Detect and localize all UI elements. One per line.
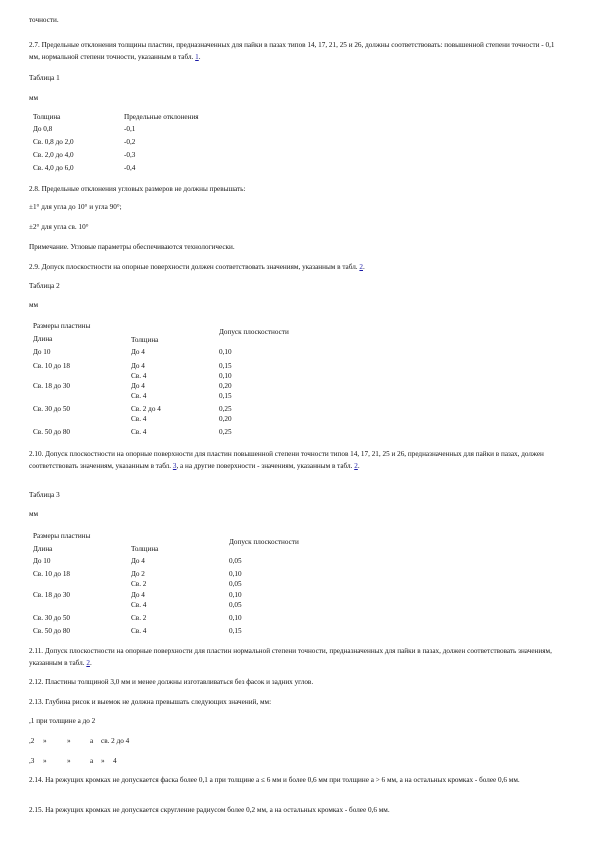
table-2-link[interactable]: 2 xyxy=(359,263,363,271)
table2-cell-length: Св. 18 до 30 xyxy=(33,382,71,390)
clause-2-8-item-2: ±2° для угла св. 10° xyxy=(29,223,89,231)
item-2-ditto-2: » xyxy=(67,737,71,745)
clause-2-15: 2.15. На режущих кромках не допускается скругление радиусом более 0,2 мм, а на остальных кромках - более 0,6 мм. xyxy=(29,806,390,814)
clause-2-7-end: . xyxy=(198,52,201,61)
table-2-header-thickness: Толщина xyxy=(131,336,159,344)
table-3-caption: Таблица 3 xyxy=(29,491,60,499)
table2-cell-thickness: До 4 xyxy=(131,348,145,356)
table-2-header-tolerance: Допуск плоскостности xyxy=(219,328,289,336)
table-2-header-sizes: Размеры пластины xyxy=(33,322,91,330)
table-1-caption: Таблица 1 xyxy=(29,74,60,82)
item-3-ditto-3: » xyxy=(101,757,105,765)
table-1-header-deviation: Предельные отклонения xyxy=(124,113,199,121)
table2-cell-thickness: Св. 4 xyxy=(131,371,147,380)
item-2-value: ,2 xyxy=(29,737,35,745)
clause-2-12: 2.12. Пластины толщиной 3,0 мм и менее должны изготавливаться без фасок и задних углов. xyxy=(29,678,314,686)
table-1-link[interactable]: 1 xyxy=(195,52,199,61)
table3-cell-thickness: До 4 xyxy=(131,591,145,599)
clause-2-9-text: 2.9. Допуск плоскостности на опорные поверхности должен соответствовать значениям, указанным в табл. xyxy=(29,263,360,271)
table2-cell-tolerance: 0,25 xyxy=(219,405,232,413)
table-1-cell-deviation: -0,4 xyxy=(124,164,136,172)
top-fragment: точности. xyxy=(29,16,59,24)
table3-cell-length: Св. 10 до 18 xyxy=(33,570,71,578)
clause-2-10-mid: , а на другие поверхности - значениям, указанным в табл. xyxy=(176,461,355,470)
table-2-header-length: Длина xyxy=(33,335,53,343)
table-3-unit: мм xyxy=(29,510,39,518)
table3-cell-tolerance: 0,10 xyxy=(229,591,242,599)
table-1-cell-thickness: Св. 0,8 до 2,0 xyxy=(33,138,74,146)
table3-cell-thickness: До 4 xyxy=(131,557,145,565)
table-1-cell-thickness: Св. 2,0 до 4,0 xyxy=(33,151,74,159)
item-2-ditto-1: » xyxy=(43,737,47,745)
item-3-ditto-1: » xyxy=(43,757,47,765)
table-2-link-c[interactable]: 2 xyxy=(86,658,90,667)
table2-cell-tolerance: 0,20 xyxy=(219,414,232,423)
table-1-cell-thickness: До 0,8 xyxy=(33,125,53,133)
clause-2-11-end: . xyxy=(89,658,92,667)
clause-2-7-text: 2.7. Предельные отклонения толщины пластин, предназначенных для пайки в пазах типов 14, 17, 21, 25 и 26, должны соответствовать: повышенной степени точности - 0,1 мм, нормальной степени точности, указанным в табл. xyxy=(29,41,555,61)
table-2-caption: Таблица 2 xyxy=(29,282,60,290)
table2-cell-thickness: Св. 4 xyxy=(131,428,147,436)
table-1-cell-deviation: -0,3 xyxy=(124,151,136,159)
table3-cell-thickness: Св. 2 xyxy=(131,579,147,588)
table3-cell-length: Св. 30 до 50 xyxy=(33,614,71,622)
table3-cell-tolerance: 0,05 xyxy=(229,579,242,588)
table2-cell-tolerance: 0,10 xyxy=(219,348,232,356)
table-1-header-thickness: Толщина xyxy=(33,113,61,121)
table2-cell-tolerance: 0,15 xyxy=(219,362,232,370)
table-3-header-sizes: Размеры пластины xyxy=(33,532,91,540)
table2-cell-thickness: До 4 xyxy=(131,382,145,390)
table-2-unit: мм xyxy=(29,301,39,309)
table3-cell-thickness: До 2 xyxy=(131,570,145,578)
item-2-range: св. 2 до 4 xyxy=(101,737,130,745)
table3-cell-length: Св. 18 до 30 xyxy=(33,591,71,599)
table3-cell-tolerance: 0,10 xyxy=(229,614,242,622)
item-3-value: ,3 xyxy=(29,757,35,765)
table2-cell-length: Св. 50 до 80 xyxy=(33,428,71,436)
clause-2-13: 2.13. Глубина рисок и выемок не должна превышать следующих значений, мм: xyxy=(29,698,272,706)
table3-cell-thickness: Св. 2 xyxy=(131,614,147,622)
clause-2-9 xyxy=(29,263,365,272)
table-2-link-b[interactable]: 2 xyxy=(354,461,358,470)
table2-cell-thickness: До 4 xyxy=(131,362,145,370)
table2-cell-tolerance: 0,20 xyxy=(219,382,232,390)
table2-cell-tolerance: 0,10 xyxy=(219,371,232,380)
table3-cell-tolerance: 0,05 xyxy=(229,600,242,609)
clause-2-10 xyxy=(29,449,564,472)
table2-cell-tolerance: 0,25 xyxy=(219,428,232,436)
table3-cell-length: Св. 50 до 80 xyxy=(33,627,71,635)
table2-cell-thickness: Св. 4 xyxy=(131,414,147,423)
table-3-header-tolerance: Допуск плоскостности xyxy=(229,538,299,546)
clause-2-10-end: . xyxy=(357,461,360,470)
table2-cell-tolerance: 0,15 xyxy=(219,391,232,400)
clause-2-7 xyxy=(29,40,564,63)
clause-2-8: 2.8. Предельные отклонения угловых размеров не должны превышать: xyxy=(29,185,246,193)
note: Примечание. Угловые параметры обеспечиваются технологически. xyxy=(29,243,235,251)
clause-2-13-item-1: ,1 при толщине а до 2 xyxy=(29,717,96,725)
clause-2-14: 2.14. На режущих кромках не допускается фаска более 0,1 а при толщине а ≤ 6 мм и более 0,6 мм при толщине а > 6 мм, а на остальных кромках - более 0,6 мм. xyxy=(29,776,520,784)
table3-cell-thickness: Св. 4 xyxy=(131,600,147,609)
table-1-cell-deviation: -0,2 xyxy=(124,138,136,146)
item-2-var: а xyxy=(90,737,94,745)
table-3-header-thickness: Толщина xyxy=(131,545,159,553)
item-3-range: 4 xyxy=(113,757,117,765)
table3-cell-tolerance: 0,05 xyxy=(229,557,242,565)
table-3-link[interactable]: 3 xyxy=(172,461,177,470)
table3-cell-thickness: Св. 4 xyxy=(131,627,147,635)
table-3-header-length: Длина xyxy=(33,545,53,553)
clause-2-9-end: . xyxy=(363,263,365,271)
table-1-cell-thickness: Св. 4,0 до 6,0 xyxy=(33,164,74,172)
clause-2-10-text: 2.10. Допуск плоскостности на опорные поверхности для пластин повышенной степени точности типов 14, 17, 21, 25 и 26, предназначенных для пайки в пазах, должен соответствовать значениям, указанным в табл. xyxy=(29,450,544,470)
table3-cell-tolerance: 0,10 xyxy=(229,570,242,578)
table3-cell-tolerance: 0,15 xyxy=(229,627,242,635)
item-3-ditto-2: » xyxy=(67,757,71,765)
clause-2-11 xyxy=(29,646,564,669)
table3-cell-length: До 10 xyxy=(33,557,51,565)
item-3-var: а xyxy=(90,757,94,765)
table-1-unit: мм xyxy=(29,94,39,102)
table2-cell-thickness: Св. 2 до 4 xyxy=(131,405,161,413)
table2-cell-length: Св. 10 до 18 xyxy=(33,362,71,370)
table2-cell-length: До 10 xyxy=(33,348,51,356)
table2-cell-length: Св. 30 до 50 xyxy=(33,405,71,413)
clause-2-11-text: 2.11. Допуск плоскостности на опорные поверхности для пластин нормальной степени точности, предназначенных для пайки в пазах, должен соответствовать значениям, указанным в табл. xyxy=(29,647,552,667)
table2-cell-thickness: Св. 4 xyxy=(131,391,147,400)
clause-2-8-item-1: ±1° для угла до 10° и угла 90°; xyxy=(29,203,122,211)
table-1-cell-deviation: -0,1 xyxy=(124,125,136,133)
